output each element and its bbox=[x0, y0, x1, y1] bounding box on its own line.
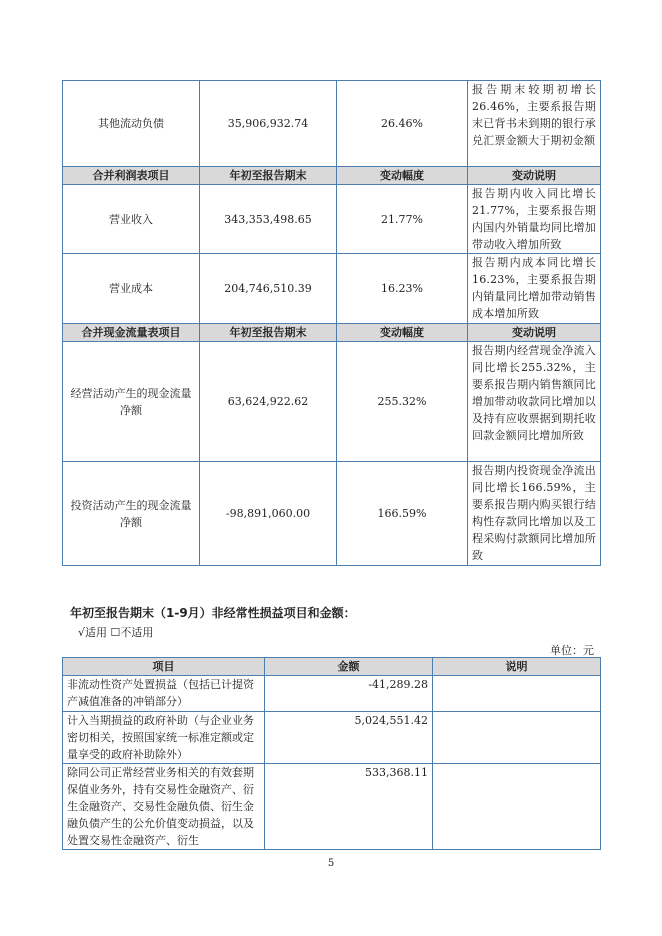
table-row bbox=[63, 254, 601, 324]
item-cell: 计入当期损益的政府补助（与企业业务密切相关，按照国家统一标准定额或定量享受的政府补助除外） bbox=[63, 712, 265, 764]
header-value: 年初至报告期末 bbox=[200, 167, 337, 185]
value-cell: 35,906,932.74 bbox=[200, 81, 337, 167]
note-cell bbox=[433, 712, 601, 764]
section-title: 年初至报告期末（1-9月）非经常性损益项目和金额： bbox=[70, 606, 356, 620]
non-recurring-items-table bbox=[62, 657, 601, 850]
table-row bbox=[63, 185, 601, 254]
header-item: 合并现金流量表项目 bbox=[63, 324, 200, 342]
change-cell: 26.46% bbox=[337, 81, 468, 167]
change-cell: 166.59% bbox=[337, 462, 468, 566]
header-amount: 金额 bbox=[265, 658, 433, 676]
item-cell: 投资活动产生的现金流量净额 bbox=[63, 462, 200, 566]
income-header-row bbox=[63, 167, 601, 185]
financial-change-table bbox=[62, 80, 601, 566]
page-number: 5 bbox=[327, 858, 335, 869]
table-row bbox=[63, 462, 601, 566]
reason-cell: 报告期内投资现金净流出同比增长166.59%，主要系报告期内购买银行结构性存款同比增加以及工程采购付款额同比增加所致 bbox=[468, 462, 601, 566]
value-cell: 343,353,498.65 bbox=[200, 185, 337, 254]
reason-cell: 报告期内收入同比增长21.77%，主要系报告期内国内外销量均同比增加带动收入增加所致 bbox=[468, 185, 601, 254]
applicability-checkbox: √适用 ☐不适用 bbox=[78, 626, 154, 639]
table-row bbox=[63, 342, 601, 462]
value-cell: 204,746,510.39 bbox=[200, 254, 337, 324]
value-cell: 63,624,922.62 bbox=[200, 342, 337, 462]
note-cell bbox=[433, 764, 601, 850]
table-row bbox=[63, 676, 601, 712]
header-item: 合并利润表项目 bbox=[63, 167, 200, 185]
item-cell: 营业成本 bbox=[63, 254, 200, 324]
header-change: 变动幅度 bbox=[337, 324, 468, 342]
item-cell: 经营活动产生的现金流量净额 bbox=[63, 342, 200, 462]
reason-cell: 报告期内经营现金净流入同比增长255.32%，主要系报告期内销售额同比增加带动收款同比增加以及持有应收票据到期托收回款金额同比增加所致 bbox=[468, 342, 601, 462]
cash-header-row bbox=[63, 324, 601, 342]
amount-cell: 5,024,551.42 bbox=[265, 712, 433, 764]
item-cell: 除同公司正常经营业务相关的有效套期保值业务外，持有交易性金融资产、衍生金融资产、交易性金融负债、衍生金融负债产生的公允价值变动损益，以及处置交易性金融资产、衍生 bbox=[63, 764, 265, 850]
change-cell: 16.23% bbox=[337, 254, 468, 324]
note-cell bbox=[433, 676, 601, 712]
item-cell: 非流动性资产处置损益（包括已计提资产减值准备的冲销部分） bbox=[63, 676, 265, 712]
header-change: 变动幅度 bbox=[337, 167, 468, 185]
change-cell: 21.77% bbox=[337, 185, 468, 254]
table-row bbox=[63, 81, 601, 167]
unit-label: 单位：元 bbox=[550, 644, 594, 657]
table-row bbox=[63, 712, 601, 764]
header-item: 项目 bbox=[63, 658, 265, 676]
header-value: 年初至报告期末 bbox=[200, 324, 337, 342]
reason-cell: 报告期内成本同比增长16.23%，主要系报告期内销量同比增加带动销售成本增加所致 bbox=[468, 254, 601, 324]
header-note: 说明 bbox=[433, 658, 601, 676]
table-header-row bbox=[63, 658, 601, 676]
reason-cell: 报告期末较期初增长26.46%，主要系报告期末已背书未到期的银行承兑汇票金额大于期初金额 bbox=[468, 81, 601, 167]
item-cell: 其他流动负债 bbox=[63, 81, 200, 167]
amount-cell: -41,289.28 bbox=[265, 676, 433, 712]
item-cell: 营业收入 bbox=[63, 185, 200, 254]
change-cell: 255.32% bbox=[337, 342, 468, 462]
amount-cell: 533,368.11 bbox=[265, 764, 433, 850]
table-row bbox=[63, 764, 601, 850]
value-cell: -98,891,060.00 bbox=[200, 462, 337, 566]
header-reason: 变动说明 bbox=[468, 324, 601, 342]
header-reason: 变动说明 bbox=[468, 167, 601, 185]
